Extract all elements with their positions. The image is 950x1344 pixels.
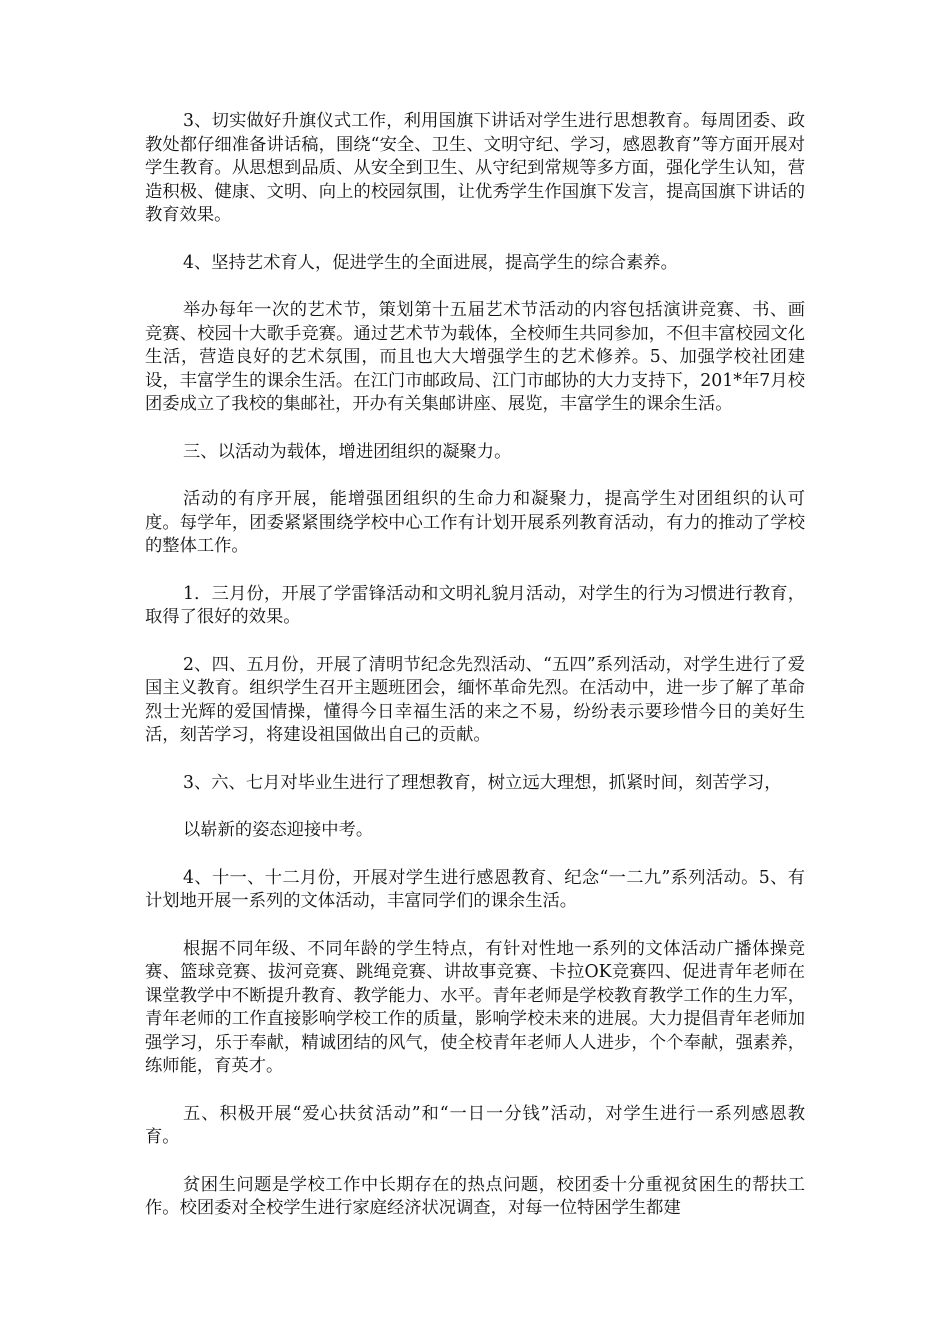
paragraph-art-festival: 举办每年一次的艺术节，策划第十五届艺术节活动的内容包括演讲竞赛、书、画竞赛、校园十大歌手竞赛。通过艺术节为载体，全校师生共同参加，不但丰富校园文化生活，营造良好的艺术氛围，而且也大大增强学生的艺术修养。5、加强学校社团建设，丰富学生的课余生活。在江门市邮政局、江门市邮协的大力支持下，201*年7月校团委成立了我校的集邮社，开办有关集邮讲座、展览，丰富学生的课余生活。 bbox=[145, 300, 805, 414]
paragraph-march: 1．三月份，开展了学雷锋活动和文明礼貌月活动，对学生的行为习惯进行教育，取得了很好的效果。 bbox=[145, 583, 805, 627]
paragraph-art-education-heading: 4、坚持艺术育人，促进学生的全面进展，提高学生的综合素养。 bbox=[183, 252, 678, 273]
paragraph-poverty-support: 贫困生问题是学校工作中长期存在的热点问题，校团委十分重视贫困生的帮扶工作。校团委对全校学生进行家庭经济状况调查，对每一位特困学生都建 bbox=[145, 1174, 805, 1218]
paragraph-sports-teachers: 根据不同年级、不同年龄的学生特点，有针对性地一系列的文体活动广播体操竞赛、篮球竞赛、拔河竞赛、跳绳竞赛、讲故事竞赛、卡拉OK竞赛四、促进青年老师在课堂教学中不断提升教育、教学能力、水平。青年老师是学校教育教学工作的生力军，青年老师的工作直接影响学校工作的质量，影响学校未来的进展。大力提倡青年老师加强学习，乐于奉献，精诚团结的风气，使全校青年老师人人进步，个个奉献，强素养，练师能，育英才。 bbox=[145, 938, 805, 1076]
paragraph-april-may: 2、四、五月份，开展了清明节纪念先烈活动、“五四”系列活动，对学生进行了爱国主义教育。组织学生召开主题班团会，缅怀革命先烈。在活动中，进一步了解了革命烈士光辉的爱国情操，懂得今日幸福生活的来之不易，纷纷表示要珍惜今日的美好生活，刻苦学习，将建设祖国做出自己的贡献。 bbox=[145, 654, 805, 745]
paragraph-november-december: 4、十一、十二月份，开展对学生进行感恩教育、纪念“一二九”系列活动。5、有计划地开展一系列的文体活动，丰富同学们的课余生活。 bbox=[145, 867, 805, 911]
paragraph-activities-intro: 活动的有序开展，能增强团组织的生命力和凝聚力，提高学生对团组织的认可度。每学年，团委紧紧围绕学校中心工作有计划开展系列教育活动，有力的推动了学校的整体工作。 bbox=[145, 489, 805, 556]
document-page bbox=[145, 110, 805, 1245]
paragraph-exam: 以崭新的姿态迎接中考。 bbox=[183, 820, 374, 840]
section-heading-activities: 三、以活动为载体，增进团组织的凝聚力。 bbox=[183, 441, 512, 462]
paragraph-flag-ceremony: 3、切实做好升旗仪式工作，利用国旗下讲话对学生进行思想教育。每周团委、政教处都仔细准备讲话稿，围绕“安全、卫生、文明守纪、学习，感恩教育”等方面开展对学生教育。从思想到品质、从安全到卫生、从守纪到常规等多方面，强化学生认知，营造积极、健康、文明、向上的校园氛围，让优秀学生作国旗下发言，提高国旗下讲话的教育效果。 bbox=[145, 111, 805, 225]
paragraph-june-july: 3、六、七月对毕业生进行了理想教育，树立远大理想，抓紧时间，刻苦学习， bbox=[183, 772, 782, 793]
section-heading-charity: 五、积极开展“爱心扶贫活动”和“一日一分钱”活动，对学生进行一系列感恩教育。 bbox=[145, 1103, 805, 1147]
